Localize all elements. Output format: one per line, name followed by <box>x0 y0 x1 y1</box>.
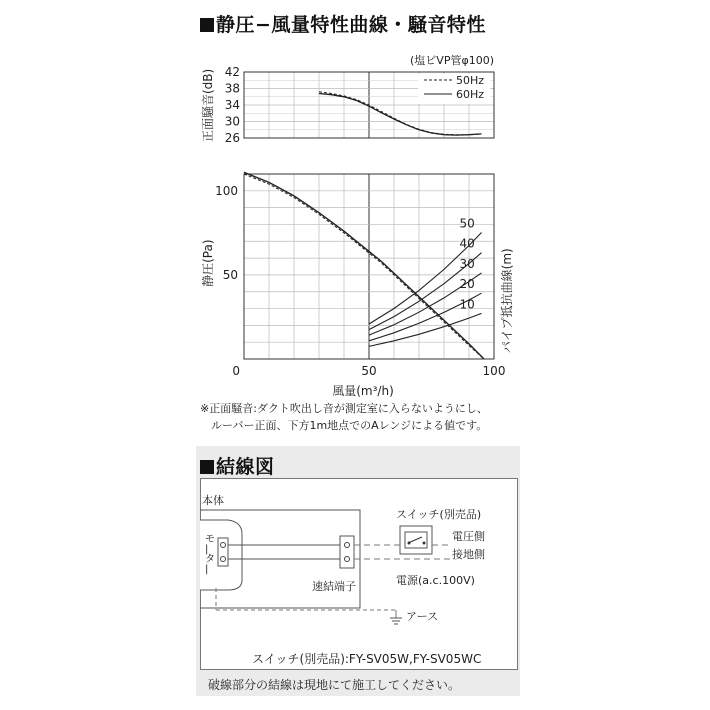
terminal-label: 速結端子 <box>312 580 356 593</box>
motor-label: モ <box>205 534 215 545</box>
y-tick-label: 30 <box>224 114 240 129</box>
quick-terminal <box>340 536 354 568</box>
pipe-curve-10 <box>369 313 482 346</box>
x-axis-label: 風量(m³/h) <box>332 384 394 398</box>
square-bullet-icon <box>200 18 214 32</box>
pipe-curve-label: 40 <box>459 236 475 251</box>
x-tick-label: 50 <box>361 364 377 378</box>
noise-chart <box>200 53 494 145</box>
wiring-footer-note: 破線部分の結線は現地にて施工してください。 <box>208 678 461 692</box>
note-line-2: ルーバー正面、下方1m地点でのAレンジによる値です。 <box>211 419 488 432</box>
motor-label: | <box>205 564 209 575</box>
y-tick-label: 50 <box>222 267 238 282</box>
body-label: 本体 <box>202 494 224 507</box>
pipe-curve-label: 50 <box>459 216 475 231</box>
chart-section-title: 静圧−風量特性曲線・騒音特性 <box>200 10 486 37</box>
ground-side-label: 接地側 <box>452 548 485 561</box>
power-label: 電源(a.c.100V) <box>396 574 475 587</box>
measurement-note <box>200 400 488 434</box>
pressure-chart <box>200 172 514 398</box>
note-line-1: ※正面騒音:ダクト吹出し音が測定室に入らないようにし、 <box>200 402 488 415</box>
y-tick-label: 34 <box>224 98 240 112</box>
y-tick-label: 26 <box>224 131 240 145</box>
legend-label: 60Hz <box>456 88 485 101</box>
x-tick-label: 0 <box>232 364 240 378</box>
y-tick-label: 42 <box>224 65 240 79</box>
y-axis-label: 静圧(Pa) <box>201 239 215 287</box>
earth-label: アース <box>406 610 439 623</box>
pipe-curve-label: 10 <box>459 297 475 312</box>
switch-label: スイッチ(別売品) <box>396 508 482 521</box>
pipe-curve-label: 30 <box>459 256 475 271</box>
switch-models: スイッチ(別売品):FY-SV05W,FY-SV05WC <box>252 652 482 666</box>
switch-contact <box>423 542 426 545</box>
wiring-diagram <box>200 488 516 638</box>
y-axis-label: 正面騒音(dB) <box>201 68 215 142</box>
charts <box>0 40 710 440</box>
pipe-curve-label: 20 <box>459 277 475 292</box>
y2-axis-label: パイプ抵抗曲線(m) <box>500 248 514 353</box>
motor-label: タ <box>205 554 215 565</box>
switch-contact <box>408 542 411 545</box>
chart-subtitle: (塩ビVP管φ100) <box>410 54 494 67</box>
series-line-50Hz <box>244 174 484 359</box>
wiring-section-title: 結線図 <box>200 452 275 479</box>
voltage-side-label: 電圧側 <box>452 530 485 543</box>
legend-label: 50Hz <box>456 74 485 87</box>
motor-label: | <box>205 544 209 555</box>
square-bullet-icon <box>200 460 214 474</box>
x-tick-label: 100 <box>482 364 506 378</box>
y-tick-label: 38 <box>224 81 240 96</box>
y-tick-label: 100 <box>215 183 238 198</box>
